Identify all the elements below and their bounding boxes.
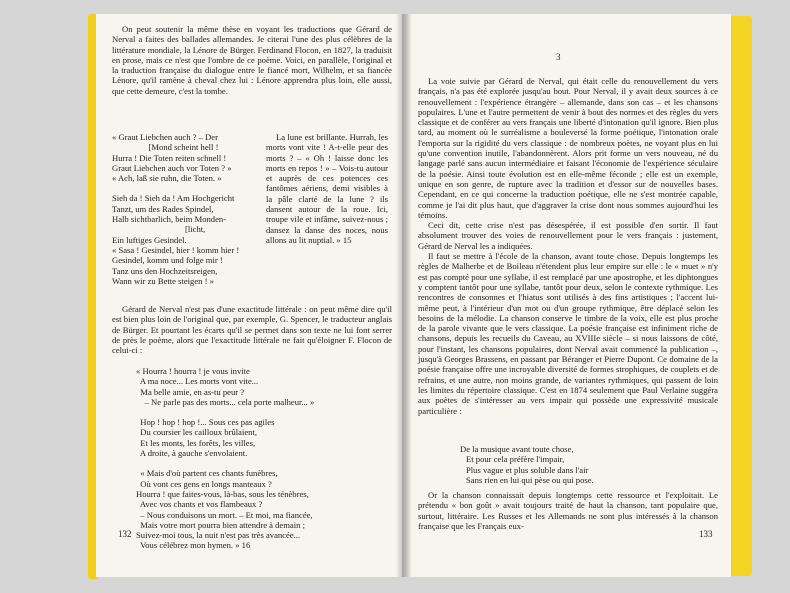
verse-line: Hourra ! que faites-vous, là-bas, sous les ténèbres, [136,488,309,499]
verse-line: Mais votre mort pourra bien attendre à demain ; [136,519,305,530]
left-page [96,14,402,577]
german-line: Sieh da ! Sieh da ! Am Hochgericht [112,193,235,204]
verse-spacer [136,458,398,468]
verse-line: Sans rien en lui qui pèse ou qui pose. [466,474,594,485]
german-line: Wann wir zu Bette steigen ! » [112,275,214,286]
verse-line: Plus vague et plus soluble dans l'air [466,464,589,475]
verse-line: Où vont ces gens en longs manteaux ? [136,478,272,489]
nerval-verse [136,366,398,551]
page-number-right: 133 [699,529,713,539]
german-line: Ein luftiges Gesindel. [112,234,187,245]
german-line: « Sasa ! Gesindel, hier ! komm hier ! [112,244,240,255]
verse-line: Ma belle amie, en as-tu peur ? [136,386,245,397]
german-line: Graut Liebchen auch vor Toten ? » [112,162,232,173]
page-number-left: 132 [118,529,132,539]
verse-line: Du coursier les cailloux brûlaient, [136,427,257,438]
french-prose-translation [266,132,388,245]
verse-line: – Ne parle pas des morts... cela porte malheur... » [136,396,315,407]
body-paragraph: Il faut se mettre à l'école de la chanson, avant toute chose. Depuis longtemps les règles de Malherbe et de Boileau n'étendent plus leur empire sur elle : le « muet » n'y est pas compté pour une syllabe, il est remplacé par une apostrophe, et les diphtongues y comptent tantôt pour une syllabe, tantôt pour deux, selon le contexte rythmique. Les rencontres de consonnes et l'hiatus sont utilisés à des fins artistiques ; l'accent lui-même peut, à l'intérieur d'un mot ou d'un groupe rythmique, être déplacé selon les besoins de la mélodie. La chanson conserve le timbre de la voix, elle est plus proche de la parole vivante que le vers classique. La poésie française est infiniment riche de chansons, depuis les recueils du Caveau, au XVIIIe siècle – si nous laissons de côté, pour l'instant, les chansons populaires, dont Nerval avait commencé la publication –, jusqu'à Georges Brassens, en passant par Béranger et Pierre Dupont. Ce domaine de la poésie française offre une incroyable diversité de formes strophiques, de couplets et de refrains, et une autre, non moins grande, de variantes rythmiques, qui passent de loin les limites du répertoire classique. C'est en 1874 seulement que Paul Verlaine suggéra aux poètes de s'intéresser au vers impair qui possède une expressivité musicale particulière : [418,251,718,416]
german-line: [Mond scheint hell ! [112,142,219,153]
body-paragraph: La voie suivie par Gérard de Nerval, qui était celle du renouvellement du vers français, n'a pas été explorée jusqu'au bout. Pour Nerval, il y avait deux sources à ce renouvellement : l'expérience étrangère – allemande, dans son cas – et les chansons populaires. L'une et l'autre permettent de venir à bout des normes et des règles du vers classique et de conférer au vers français une liberté d'intonation qu'il ignore. Bien plus tard, au moment où le surréalisme a bouleversé la forme poétique, l'intonation orale l'emporta sur la rigidité du vers classique : de nombreux poètes, ne voyant plus en lui qu'une convention inutile, l'abandonnèrent. Alors prit forme un vers nouveau, né du langage parlé sans aucun intermédiaire et faisant l'économie de l'expérience séculaire de la poésie. Ainsi toute évolution est en elle-même féconde ; elle est un exemple, unique en son genre, de rupture avec la tradition et d'essor sur de nouvelles bases. Cependant, en ce qui concerne la traduction poétique, elle ne s'est montrée capable, comme je l'ai dit plus haut, que d'aggraver la crise dont nous sommes aujourd'hui les témoins. [418,76,718,220]
left-intro [112,24,392,96]
left-intro-paragraph: On peut soutenir la même thèse en voyant les traductions que Gérard de Nerval a faites des ballades allemandes. Je citerai l'une des plus célèbres de la littérature mondiale, la Lénore de Bürger. Ferdinand Flocon, en 1827, la traduisit en prose, mais ce n'est que l'ombre de ce poème. Voici, en parallèle, l'original et la traduction française du dialogue entre le fiancé mort, Wilhelm, et sa fiancée Lénore, qu'il ramène à cheval chez lui : Lénore apprendra plus loin, elle aussi, que cette demeure, c'est la tombe. [112,24,392,96]
german-spacer [112,183,262,193]
verse-line: Et les monts, les forêts, les villes, [136,437,256,448]
left-middle [112,304,392,355]
german-line: Tanz uns den Hochzeitsreigen, [112,265,218,276]
german-line: « Graut Liebchen auch ? – Der [112,132,218,142]
right-page [404,14,731,577]
french-prose: La lune est brillante. Hurrah, les morts vont vite ! A-t-elle peur des morts ? – « Oh ! laisse donc les morts en repos ! » – Vois-tu autour et auprès de ces potences ces fantômes aériens, demi visibles à la pâle clarté de la lune ? ils dansent autour de la roue. Ici, troupe vile et infâme, suivez-nous ; dansez la danse des noces, nous allons au lit nuptial. » 15 [266,132,388,245]
left-middle-paragraph: Gérard de Nerval n'est pas d'une exactitude littérale : on peut même dire qu'il est bien plus loin de l'original que, par exemple, G. Spencer, le traducteur anglais de Bürger. Et pourtant les écarts qu'il se permet dans son texte ne lui font serrer de près le poème, alors que l'exactitude littérale ne fait qu'éloigner F. Flocon de celui-ci : [112,304,392,356]
german-line: « Ach, laß sie ruhn, die Toten. » [112,173,222,184]
verlaine-verse [460,444,710,485]
verse-line: A droite, à gauche s'envolaient. [136,448,248,459]
verse-line: Avec vos chants et vos flambeaux ? [136,499,263,510]
verse-line: Suivez-moi tous, la nuit n'est pas très avancée... [136,530,301,541]
body-paragraph: Ceci dit, cette crise n'est pas désespérée, il est possible d'en sortir. Il faut absolument trouver des voies de renouvellement pour le vers français : justement, Gérard de Nerval les a indiquées. [418,220,718,251]
verse-spacer [136,407,398,417]
verse-line: De la musique avant toute chose, [460,444,574,454]
verse-line: « Mais d'où partent ces chants funèbres, [136,468,278,479]
verse-line: Vous célébrez mon hymen. » 16 [136,540,251,551]
verse-line: « Hourra ! hourra ! je vous invite [136,366,250,376]
book-gutter-shadow [396,14,412,577]
chapter-number: 3 [556,52,561,62]
right-closing [418,490,718,531]
book-edge-right [728,16,752,576]
german-line: Tanzt, um des Rades Spindel, [112,203,214,214]
right-body [418,76,718,416]
german-line: [licht, [112,224,206,235]
verse-line: Et pour cela préfère l'impair, [466,454,565,465]
verse-line: – Nous conduisons un mort. – Et moi, ma fiancée, [136,509,313,520]
german-line: Gesindel, komm und folge mir ! [112,255,223,266]
german-original [112,132,262,286]
german-line: Hurra ! Die Toten reiten schnell ! [112,152,227,163]
verse-line: A ma noce... Les morts vont vite... [136,376,259,387]
german-line: Halb sichtbarlich, beim Monden- [112,214,227,225]
verse-line: Hop ! hop ! hop !... Sous ces pas agiles [136,417,275,428]
closing-paragraph: Or la chanson connaissait depuis longtemps cette ressource et l'exploitait. Le prétendu « bon goût » avait toujours traité de haut la chanson, tant populaire que, surtout, littéraire. Les Russes et les Allemands ne sont plus intéressés à la chanson française que les Français eux- [418,490,718,531]
